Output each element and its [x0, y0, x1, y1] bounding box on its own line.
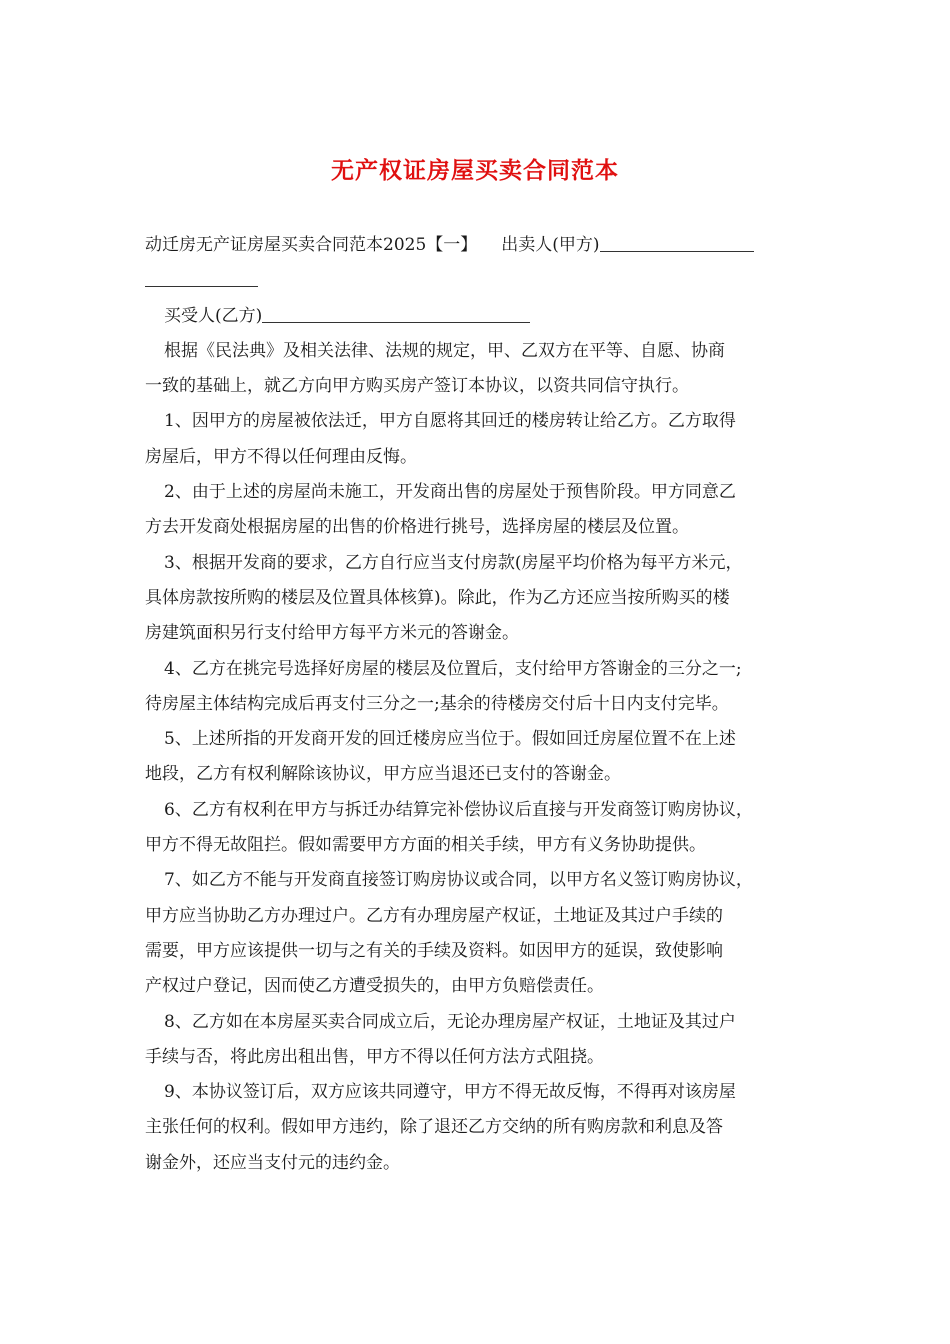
seller-blank-line-2 — [145, 266, 258, 287]
document-title: 无产权证房屋买卖合同范本 — [331, 157, 619, 184]
text-line: 5、上述所指的开发商开发的回迁楼房应当位于。假如回迁房屋位置不在上述 — [164, 729, 736, 750]
text-line: 方去开发商处根据房屋的出售的价格进行挑号，选择房屋的楼层及位置。 — [145, 517, 689, 538]
text-line: 地段，乙方有权利解除该协议，甲方应当退还已支付的答谢金。 — [145, 764, 621, 785]
buyer-label: 买受人(乙方) — [164, 305, 263, 326]
text-line: 谢金外，还应当支付元的违约金。 — [145, 1152, 400, 1173]
text-line: 主张任何的权利。假如甲方违约，除了退还乙方交纳的所有购房款和利息及答 — [145, 1117, 723, 1138]
heading-line — [145, 228, 820, 263]
seller-label: 出卖人(甲方) — [501, 235, 600, 255]
text-line: 4、乙方在挑完号选择好房屋的楼层及位置后，支付给甲方答谢金的三分之一; — [164, 658, 742, 679]
text-line: 甲方应当协助乙方办理过户。乙方有办理房屋产权证，土地证及其过户手续的 — [145, 905, 723, 926]
text-line: 根据《民法典》及相关法律、法规的规定，甲、乙双方在平等、自愿、协商 — [164, 340, 725, 361]
text-line: 一致的基础上，就乙方向甲方购买房产签订本协议，以资共同信守执行。 — [145, 376, 689, 397]
text-line: 需要，甲方应该提供一切与之有关的手续及资料。如因甲方的延误，致使影响 — [145, 940, 723, 961]
buyer-line — [145, 299, 820, 334]
seller-blank-line — [600, 231, 754, 252]
text-line: 房建筑面积另行支付给甲方每平方米元的答谢金。 — [145, 623, 519, 644]
text-line: 7、如乙方不能与开发商直接签订购房协议或合同，以甲方名义签订购房协议， — [164, 870, 753, 891]
text-line: 1、因甲方的房屋被依法迁，甲方自愿将其回迁的楼房转让给乙方。乙方取得 — [164, 411, 736, 432]
text-line: 甲方不得无故阻拦。假如需要甲方方面的相关手续，甲方有义务协助提供。 — [145, 835, 706, 856]
text-line: 手续与否，将此房出租出售，甲方不得以任何方法方式阻挠。 — [145, 1046, 604, 1067]
text-line: 9、本协议签订后，双方应该共同遵守，甲方不得无故反悔，不得再对该房屋 — [164, 1082, 736, 1103]
text-line: 具体房款按所购的楼层及位置具体核算)。除此，作为乙方还应当按所购买的楼 — [145, 587, 730, 608]
text-line: 6、乙方有权利在甲方与拆迁办结算完补偿协议后直接与开发商签订购房协议， — [164, 799, 753, 820]
document-heading: 动迁房无产证房屋买卖合同范本2025【一】 — [145, 235, 478, 255]
text-line: 3、根据开发商的要求，乙方自行应当支付房款(房屋平均价格为每平方米元， — [164, 552, 743, 573]
text-line: 产权过户登记，因而使乙方遭受损失的，由甲方负赔偿责任。 — [145, 976, 604, 997]
seller-blank-continuation — [145, 263, 820, 298]
text-line: 8、乙方如在本房屋买卖合同成立后，无论办理房屋产权证，土地证及其过户 — [164, 1011, 736, 1032]
document-body — [145, 228, 820, 1181]
text-line: 房屋后，甲方不得以任何理由反悔。 — [145, 446, 417, 467]
buyer-blank-line — [262, 302, 530, 323]
text-line: 待房屋主体结构完成后再支付三分之一;基余的待楼房交付后十日内支付完毕。 — [145, 693, 729, 714]
text-line: 2、由于上述的房屋尚未施工，开发商出售的房屋处于预售阶段。甲方同意乙 — [164, 482, 736, 503]
